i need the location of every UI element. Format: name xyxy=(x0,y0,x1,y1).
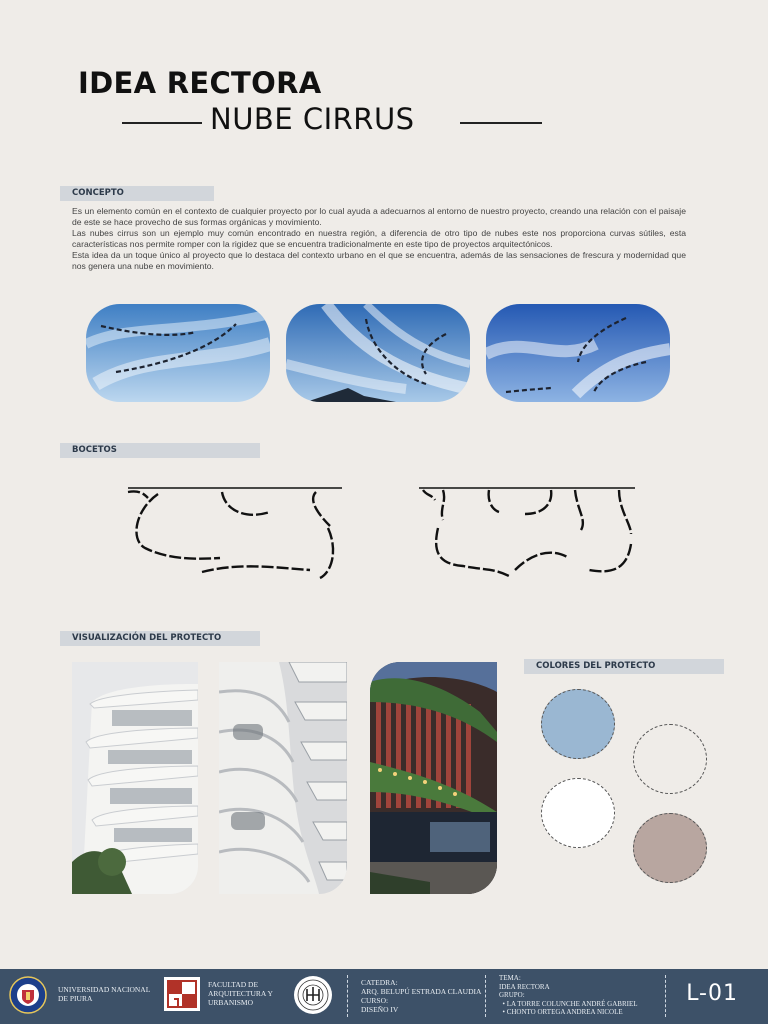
sheet-code: L-01 xyxy=(686,981,738,1006)
footer-separator-3 xyxy=(665,975,666,1017)
course-info: CATEDRA: ARQ. BELUPÚ ESTRADA CLAUDIA CURSO: DISEÑO IV xyxy=(361,978,482,1014)
project-info: TEMA: IDEA RECTORA GRUPO: • LA TORRE COLUNCHE ANDRÉ GABRIEL • CHONTO ORTEGA ANDREA NICOLE xyxy=(499,974,638,1016)
render-building-1 xyxy=(72,662,198,894)
render-building-3 xyxy=(370,662,497,894)
subtitle-right-rule xyxy=(460,122,542,124)
page-title: IDEA RECTORA xyxy=(78,66,322,100)
concept-paragraph-1: Es un elemento común en el contexto de cualquier proyecto por lo cual ayuda a adecuarnos al entorno de nuestro proyecto, creando una relación con el paisaje de este se hace provecho de sus formas orgánicas y movimiento. xyxy=(72,206,686,227)
faculty-logo-icon xyxy=(164,977,200,1011)
group-member-2: • CHONTO ORTEGA ANDREA NICOLE xyxy=(499,1008,623,1016)
concept-paragraph-2: Las nubes cirrus son un ejemplo muy común encontrado en nuestra región, a diferencia de otro tipo de nubes este nos proporciona curvas sútiles, esta características nos permite romper con la rigidez que se encuentra tradicionalmente en este tipo de proyectos arquitectónicos. xyxy=(72,228,686,249)
faculty-name: FACULTAD DE ARQUITECTURA Y URBANISMO xyxy=(208,980,273,1007)
color-swatch-bone xyxy=(633,724,707,794)
section-label-colores: COLORES DEL PROTECTO xyxy=(524,659,724,674)
footer-separator-2 xyxy=(485,975,486,1017)
footer-bar xyxy=(0,969,768,1024)
group-member-1: • LA TORRE COLUNCHE ANDRÉ GABRIEL xyxy=(499,999,638,1008)
render-building-2 xyxy=(219,662,347,894)
concept-paragraph-3: Esta idea da un toque único al proyecto que lo destaca del contexto urbano en el que se encuentra, además de las sensaciones de frescura y modernidad que nos genera una nube en movimiento. xyxy=(72,250,686,271)
section-label-bocetos: BOCETOS xyxy=(60,443,260,458)
subtitle-row xyxy=(122,100,542,140)
sketch-2 xyxy=(413,480,643,580)
color-swatch-blue xyxy=(541,689,615,759)
university-name: UNIVERSIDAD NACIONAL DE PIURA xyxy=(58,985,151,1003)
page-subtitle: NUBE CIRRUS xyxy=(210,102,415,136)
cirrus-photo-1 xyxy=(86,304,270,402)
footer-separator-1 xyxy=(347,975,348,1017)
sketch-1 xyxy=(120,480,350,580)
color-swatch-taupe xyxy=(633,813,707,883)
section-label-concepto: CONCEPTO xyxy=(60,186,214,201)
subtitle-left-rule xyxy=(122,122,202,124)
university-seal-icon xyxy=(9,976,47,1014)
concept-text xyxy=(72,206,686,272)
cirrus-photo-2 xyxy=(286,304,470,402)
section-label-visualizacion: VISUALIZACIÓN DEL PROTECTO xyxy=(60,631,260,646)
cirrus-photo-3 xyxy=(486,304,670,402)
color-swatch-white xyxy=(541,778,615,848)
school-seal-icon xyxy=(293,975,333,1015)
